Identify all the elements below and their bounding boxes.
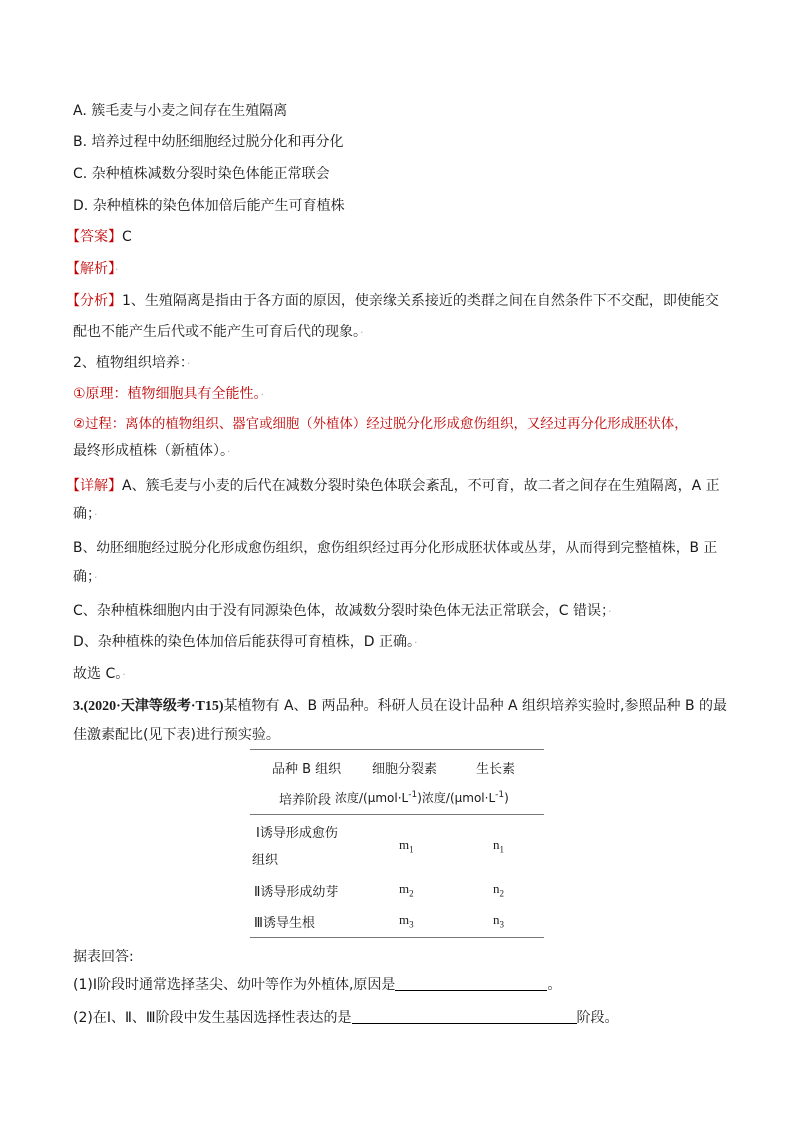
analysis-label-line bbox=[66, 259, 726, 280]
subquestion-text: (2)在Ⅰ、Ⅱ、Ⅲ阶段中发生基因选择性表达的是 bbox=[73, 1010, 352, 1026]
detail-text: 确； bbox=[73, 569, 94, 585]
question3-line-1 bbox=[73, 696, 733, 717]
fenxi-line-2 bbox=[73, 322, 733, 343]
table-stage-cell: Ⅰ诱导形成愈伤 bbox=[256, 826, 338, 841]
table-top-rule bbox=[250, 749, 544, 750]
option-b bbox=[73, 132, 733, 152]
fenxi-text: 配也不能产生后代或不能产生可育后代的现象。 bbox=[73, 324, 360, 340]
answer-label: 【答案】 bbox=[66, 229, 122, 245]
detail-d bbox=[73, 632, 733, 653]
option-text: 杂种植株减数分裂时染色体能正常联会 bbox=[91, 166, 330, 182]
detail-text: 确； bbox=[73, 506, 94, 522]
question3-line-2 bbox=[73, 725, 733, 745]
detail-b-line-2 bbox=[73, 567, 733, 588]
table-cytokinin-cell: $m_2$ bbox=[399, 881, 414, 899]
point2-title-text: 2、植物组织培养： bbox=[73, 355, 187, 371]
paragraph-mark: · bbox=[414, 636, 418, 649]
principle-text: ①原理：植物细胞具有全能性。 bbox=[73, 386, 261, 402]
analysis-label: 【解析】 bbox=[66, 261, 115, 277]
paragraph-mark: · bbox=[122, 668, 126, 681]
fenxi-text: 1、生殖隔离是指由于各方面的原因，使亲缘关系接近的类群之间在自然条件下不交配，即使能交 bbox=[122, 293, 719, 309]
question-text: 佳激素配比(见下表)进行预实验。 bbox=[73, 727, 280, 743]
table-header-cell: 细胞分裂素 bbox=[372, 762, 438, 777]
detail-conclusion bbox=[73, 664, 733, 685]
option-letter: C. bbox=[73, 166, 88, 182]
answer-blank[interactable] bbox=[395, 976, 547, 991]
point2-principle bbox=[73, 384, 733, 405]
option-text: 培养过程中幼胚细胞经过脱分化和再分化 bbox=[91, 134, 344, 150]
option-letter: A. bbox=[73, 103, 87, 119]
subquestion-1: (1)Ⅰ阶段时通常选择茎尖、幼叶等作为外植体,原因是 。 bbox=[73, 977, 562, 993]
table-stage-cell: Ⅱ诱导形成幼芽 bbox=[254, 885, 339, 900]
detail-c bbox=[73, 601, 733, 622]
paragraph-mark: · bbox=[260, 388, 265, 401]
detail-text: D、杂种植株的染色体加倍后能获得可育植株，D 正确。 bbox=[73, 634, 415, 650]
option-letter: B. bbox=[73, 134, 88, 150]
table-stage-cell: 组织 bbox=[252, 853, 279, 868]
paragraph-mark: · bbox=[115, 263, 119, 276]
paragraph-mark: · bbox=[360, 326, 364, 339]
detail-text: C、杂种植株细胞内由于没有同源染色体，故减数分裂时染色体无法正常联会，C 错误； bbox=[73, 603, 608, 619]
table-header-rule bbox=[250, 814, 544, 815]
subquestion-2: (2)在Ⅰ、Ⅱ、Ⅲ阶段中发生基因选择性表达的是 阶段。 bbox=[73, 1010, 619, 1026]
answer-line bbox=[66, 227, 726, 247]
detail-a-line-1 bbox=[66, 476, 726, 496]
paragraph-mark: · bbox=[608, 605, 612, 618]
option-text: 杂种植株的染色体加倍后能产生可育植株 bbox=[92, 198, 345, 214]
option-a bbox=[73, 101, 733, 121]
prompt-text: 据表回答: bbox=[73, 949, 134, 965]
table-header-cell: 品种 B 组织 bbox=[272, 762, 342, 777]
detail-b-line-1 bbox=[73, 538, 733, 558]
paragraph-mark: · bbox=[94, 571, 98, 584]
point2-process-2 bbox=[73, 441, 733, 462]
answer-value: C bbox=[122, 229, 132, 245]
detail-label: 【详解】 bbox=[66, 478, 122, 494]
subquestion-text: (1)Ⅰ阶段时通常选择茎尖、幼叶等作为外植体,原因是 bbox=[73, 977, 396, 993]
question-prompt bbox=[73, 947, 733, 967]
detail-text: B、幼胚细胞经过脱分化形成愈伤组织，愈伤组织经过再分化形成胚状体或丛芽，从而得到完整植株，B 正 bbox=[73, 540, 718, 556]
table-header-cell: 培养阶段 bbox=[279, 793, 332, 808]
point2-title bbox=[73, 353, 733, 374]
paragraph-mark: · bbox=[94, 508, 98, 521]
detail-a-line-2 bbox=[73, 504, 733, 525]
option-text: 簇毛麦与小麦之间存在生殖隔离 bbox=[91, 103, 288, 119]
table-header-cell: 浓度$/(\mu mol\cdot L^{-1})$浓度$/(\mu mol\cdot L^{-1})$ bbox=[335, 790, 509, 805]
option-d bbox=[73, 196, 733, 216]
question-source: 3.(2020·天津等级考·T15) bbox=[73, 699, 224, 714]
point2-process-1 bbox=[73, 415, 733, 435]
paragraph-mark: · bbox=[186, 357, 191, 370]
process-text: ②过程：离体的植物组织、器官或细胞（外植体）经过脱分化形成愈伤组织，又经过再分化形成胚状体， bbox=[73, 417, 688, 432]
question-text: 某植物有 A、B 两品种。科研人员在设计品种 A 组织培养实验时,参照品种 B 的最 bbox=[223, 698, 728, 714]
conclusion-text: 故选 C。 bbox=[73, 666, 123, 682]
fenxi-label: 【分析】 bbox=[66, 293, 122, 309]
table-stage-cell: Ⅲ诱导生根 bbox=[254, 916, 315, 931]
process-text: 最终形成植株（新植体）。 bbox=[73, 443, 227, 459]
table-auxin-cell: $n_1$ bbox=[493, 837, 504, 855]
paragraph-mark: · bbox=[227, 445, 231, 458]
fenxi-line-1 bbox=[66, 291, 726, 311]
table-header-cell: 生长素 bbox=[476, 762, 516, 777]
detail-text: A、簇毛麦与小麦的后代在减数分裂时染色体联会紊乱，不可育，故二者之间存在生殖隔离，A 正 bbox=[122, 478, 720, 494]
option-c bbox=[73, 164, 733, 184]
option-letter: D. bbox=[73, 198, 89, 214]
answer-blank[interactable] bbox=[352, 1009, 577, 1024]
table-bottom-rule bbox=[250, 937, 544, 938]
table-auxin-cell: $n_3$ bbox=[493, 912, 504, 930]
table-cytokinin-cell: $m_3$ bbox=[399, 912, 414, 930]
table-cytokinin-cell: $m_1$ bbox=[399, 837, 414, 855]
table-auxin-cell: $n_2$ bbox=[493, 881, 504, 899]
